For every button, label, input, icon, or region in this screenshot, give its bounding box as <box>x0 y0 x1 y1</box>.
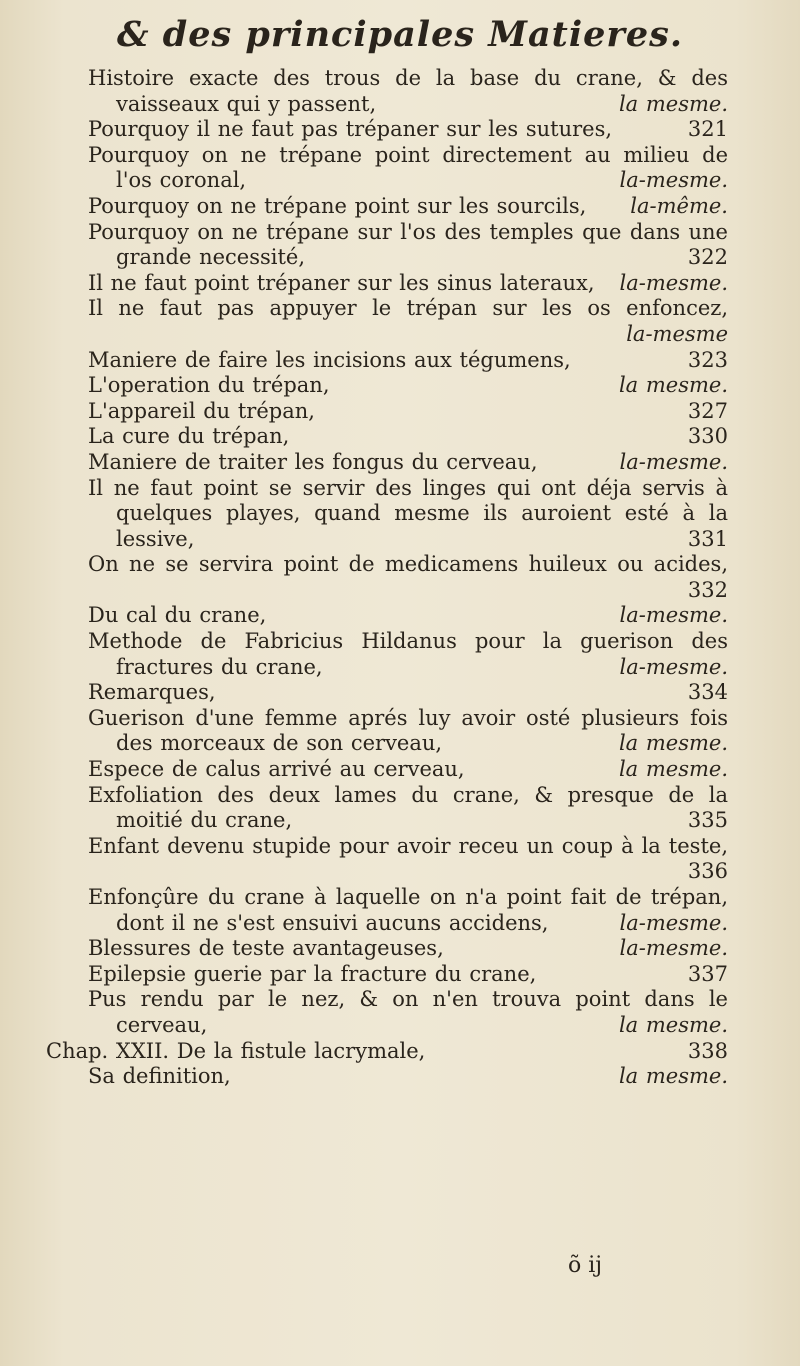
entry-page-ref: 336 <box>687 859 728 884</box>
entry-page-ref: 327 <box>687 398 728 423</box>
entry-text: Maniere de traiter les fongus du cerveau, <box>88 449 538 474</box>
entry-page-ref: 330 <box>687 424 728 449</box>
entry-page-ref: 334 <box>687 680 728 705</box>
entry-page-ref: 335 <box>687 808 728 833</box>
index-entry <box>88 399 728 425</box>
entry-text: Blessures de teste avantageuses, <box>88 936 444 961</box>
entry-page-ref: la-mesme. <box>619 910 728 935</box>
index-entry <box>46 1039 728 1065</box>
index-entry <box>88 603 728 629</box>
entry-page-ref: 321 <box>687 117 728 142</box>
entry-text: Pourquoy il ne faut pas trépaner sur les sutures, <box>88 117 613 142</box>
entry-text: Maniere de faire les incisions aux tégumens, <box>88 347 571 372</box>
index-entry <box>88 1064 728 1090</box>
index-entry <box>88 885 728 936</box>
entry-page-ref: la-mesme. <box>619 603 728 628</box>
index-entry <box>88 552 728 603</box>
entry-text: L'appareil du trépan, <box>88 398 315 423</box>
entry-text: On ne se servira point de medicamens huileux ou acides, <box>88 552 728 577</box>
entry-text: Chap. XXII. De la fistule lacrymale, <box>46 1038 426 1063</box>
entry-page-ref: 338 <box>687 1038 728 1063</box>
index-entry <box>88 680 728 706</box>
index-entry <box>88 296 728 347</box>
index-entry <box>88 757 728 783</box>
entry-page-ref: 332 <box>687 577 728 602</box>
index-entries <box>46 66 728 1090</box>
index-entry <box>88 834 728 885</box>
index-entry <box>88 373 728 399</box>
entry-page-ref: 331 <box>687 526 728 551</box>
index-entry <box>88 143 728 194</box>
entry-page-ref: la mesme. <box>618 731 728 756</box>
signature-mark: õ ij <box>568 1253 603 1278</box>
entry-text: Il ne faut pas appuyer le trépan sur les os enfoncez, <box>88 296 728 321</box>
entry-text: Enfonçûre du crane à laquelle on n'a point fait de trépan, dont il ne s'est ensuivi aucuns accidens, <box>88 885 728 935</box>
index-entry <box>88 962 728 988</box>
index-entry <box>88 706 728 757</box>
index-entry <box>88 117 728 143</box>
entry-page-ref: la-mesme. <box>619 449 728 474</box>
entry-text: Epilepsie guerie par la fracture du crane, <box>88 961 537 986</box>
entry-text: Pourquoy on ne trépane point sur les sourcils, <box>88 193 587 218</box>
entry-text: Guerison d'une femme aprés luy avoir osté plusieurs fois des morceaux de son cerveau, <box>88 705 728 756</box>
entry-text: Il ne faut point se servir des linges qui ont déja servis à quelques playes, quand mesme ils auroient esté à la lessive, <box>88 475 728 551</box>
entry-text: Espece de calus arrivé au cerveau, <box>88 757 465 782</box>
entry-page-ref: la-mesme. <box>619 168 728 193</box>
entry-text: Pourquoy on ne trépane point directement au milieu de l'os coronal, <box>88 142 728 193</box>
entry-page-ref: la mesme. <box>618 91 728 116</box>
running-header: & des principales Matieres. <box>116 14 684 55</box>
entry-page-ref: la-mesme. <box>619 270 728 295</box>
entry-text: Du cal du crane, <box>88 603 267 628</box>
index-entry <box>88 220 728 271</box>
index-entry <box>88 194 728 220</box>
index-entry <box>88 987 728 1038</box>
entry-page-ref: 337 <box>687 961 728 986</box>
entry-text: Remarques, <box>88 680 216 705</box>
entry-text: L'operation du trépan, <box>88 373 330 398</box>
entry-text: Methode de Fabricius Hildanus pour la guerison des fractures du crane, <box>88 629 728 679</box>
index-entry <box>88 424 728 450</box>
entry-page-ref: la-mesme <box>626 321 728 346</box>
index-entry <box>88 450 728 476</box>
entry-page-ref: 322 <box>687 245 728 270</box>
entry-text: Enfant devenu stupide pour avoir receu un coup à la teste, <box>88 833 728 858</box>
entry-text: Exfoliation des deux lames du crane, & presque de la moitié du crane, <box>88 782 728 833</box>
entry-text: Il ne faut point trépaner sur les sinus lateraux, <box>88 270 595 295</box>
entry-text: Pus rendu par le nez, & on n'en trouva point dans le cerveau, <box>88 987 728 1037</box>
entry-page-ref: la mesme. <box>618 373 728 398</box>
entry-page-ref: la-mesme. <box>619 654 728 679</box>
index-entry <box>88 936 728 962</box>
entry-text: Histoire exacte des trous de la base du crane, & des vaisseaux qui y passent, <box>88 66 728 116</box>
entry-page-ref: la mesme. <box>618 1012 728 1037</box>
entry-text: Pourquoy on ne trépane sur l'os des temples que dans une grande necessité, <box>88 219 728 270</box>
entry-text: La cure du trépan, <box>88 424 290 449</box>
entry-page-ref: la mesme. <box>618 1064 728 1089</box>
entry-page-ref: la mesme. <box>618 757 728 782</box>
entry-page-ref: la-mesme. <box>619 936 728 961</box>
index-entry <box>88 348 728 374</box>
entry-text: Sa definition, <box>88 1064 231 1089</box>
index-entry <box>88 629 728 680</box>
index-entry <box>88 66 728 117</box>
index-entry <box>88 783 728 834</box>
entry-page-ref: 323 <box>687 347 728 372</box>
entry-page-ref: la-même. <box>630 193 728 218</box>
index-entry <box>88 476 728 553</box>
index-entry <box>88 271 728 297</box>
